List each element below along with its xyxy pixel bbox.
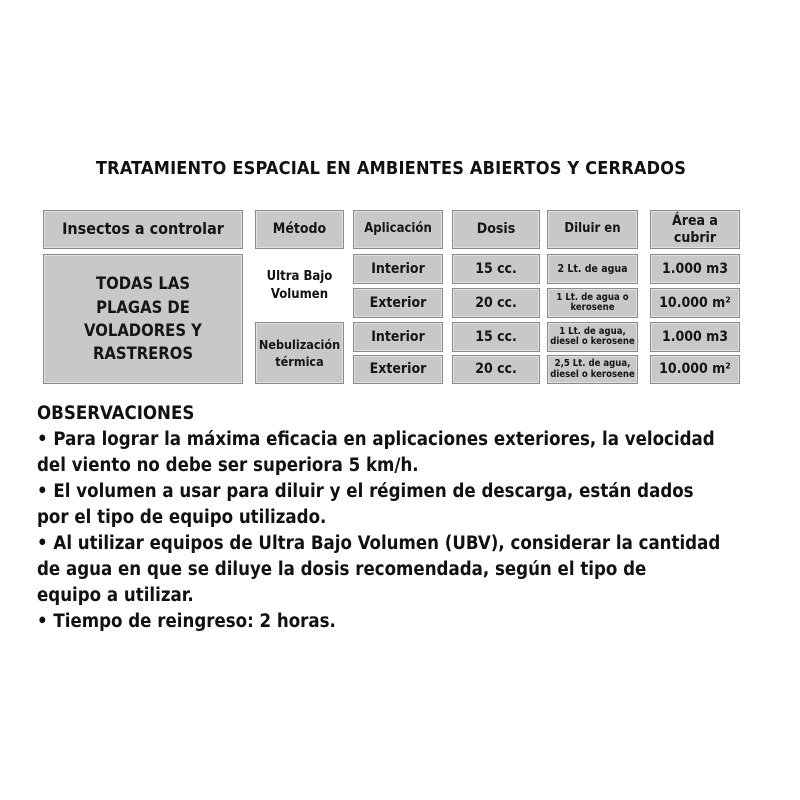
table-cell-dosis (452, 254, 540, 284)
method-ubv-line1: Ultra Bajo (266, 268, 333, 284)
dosis-value: 20 cc. (475, 294, 517, 311)
area-value: 1.000 m3 (661, 260, 729, 277)
diluir-value-line1: 2,5 Lt. de agua, (554, 358, 631, 370)
insectos-cell (43, 254, 243, 384)
header-aplicacion-label: Aplicación (364, 221, 432, 237)
insectos-line: RASTREROS (92, 344, 194, 364)
diluir-value-line1: 1 Lt. de agua o (556, 291, 629, 303)
dosis-value: 20 cc. (475, 361, 517, 378)
area-value: 10.000 m² (659, 361, 731, 378)
observacion-line: • Al utilizar equipos de Ultra Bajo Volumen (UBV), considerar la cantidad (37, 533, 721, 554)
method-ubv-line2: Volumen (270, 287, 329, 302)
observacion-line: de agua en que se diluye la dosis recomendada, según el tipo de (37, 559, 647, 580)
header-diluir-label: Diluir en (564, 221, 621, 237)
observaciones-heading: OBSERVACIONES (37, 403, 195, 424)
table-cell-aplicacion (353, 288, 443, 318)
table-cell-area (650, 288, 740, 318)
method-nebulizacion (255, 322, 344, 384)
dosis-value: 15 cc. (475, 328, 517, 345)
header-metodo (255, 210, 344, 249)
method-ubv (255, 254, 344, 318)
header-metodo-label: Método (272, 221, 327, 238)
table-cell-area (650, 254, 740, 284)
observacion-line: • Para lograr la máxima eficacia en aplicaciones exteriores, la velocidad (37, 429, 715, 450)
method-neb-line2: térmica (275, 354, 324, 369)
observacion-line: • El volumen a usar para diluir y el régimen de descarga, están dados (37, 481, 694, 502)
aplicacion-value: Interior (371, 328, 425, 345)
dosis-value: 15 cc. (475, 260, 517, 277)
area-value: 1.000 m3 (661, 328, 729, 345)
page-title: TRATAMIENTO ESPACIAL EN AMBIENTES ABIERTOS Y CERRADOS (95, 158, 687, 179)
header-diluir (547, 210, 638, 249)
table-cell-aplicacion (353, 355, 443, 384)
header-area-line1: Área a (672, 213, 718, 230)
insectos-line: PLAGAS DE (96, 297, 190, 317)
table-cell-diluir (547, 322, 638, 352)
observacion-line: • Tiempo de reingreso: 2 horas. (37, 611, 336, 632)
aplicacion-value: Interior (371, 260, 425, 277)
header-dosis (452, 210, 540, 249)
header-area (650, 210, 740, 249)
aplicacion-value: Exterior (369, 294, 427, 311)
header-insectos (43, 210, 243, 249)
table-cell-diluir (547, 288, 638, 318)
diluir-value: 2 Lt. de agua (557, 262, 628, 275)
observacion-line: equipo a utilizar. (37, 585, 194, 606)
diluir-value-line2: kerosene (570, 302, 615, 313)
diluir-value-line2: diesel o kerosene (550, 368, 635, 380)
insectos-line: VOLADORES Y (84, 321, 202, 340)
observacion-line: por el tipo de equipo utilizado. (37, 507, 327, 528)
header-aplicacion (353, 210, 443, 249)
diluir-value-line2: diesel o kerosene (550, 336, 635, 347)
table-cell-diluir (547, 355, 638, 384)
table-cell-aplicacion (353, 254, 443, 284)
method-neb-line1: Nebulización (258, 336, 341, 352)
area-value: 10.000 m² (659, 294, 731, 311)
header-area-line2: cubrir (673, 229, 717, 246)
observacion-line: del viento no debe ser superiora 5 km/h. (37, 455, 419, 476)
table-cell-diluir (547, 254, 638, 284)
insectos-line: TODAS LAS (95, 274, 191, 294)
table-cell-aplicacion (353, 322, 443, 352)
table-cell-dosis (452, 355, 540, 384)
diluir-value-line1: 1 Lt. de agua, (559, 325, 626, 337)
observaciones-section (37, 401, 787, 635)
table-cell-area (650, 322, 740, 352)
header-insectos-label: Insectos a controlar (62, 219, 224, 239)
table-cell-area (650, 355, 740, 384)
header-dosis-label: Dosis (476, 221, 516, 238)
table-cell-dosis (452, 288, 540, 318)
table-cell-dosis (452, 322, 540, 352)
aplicacion-value: Exterior (369, 361, 427, 378)
